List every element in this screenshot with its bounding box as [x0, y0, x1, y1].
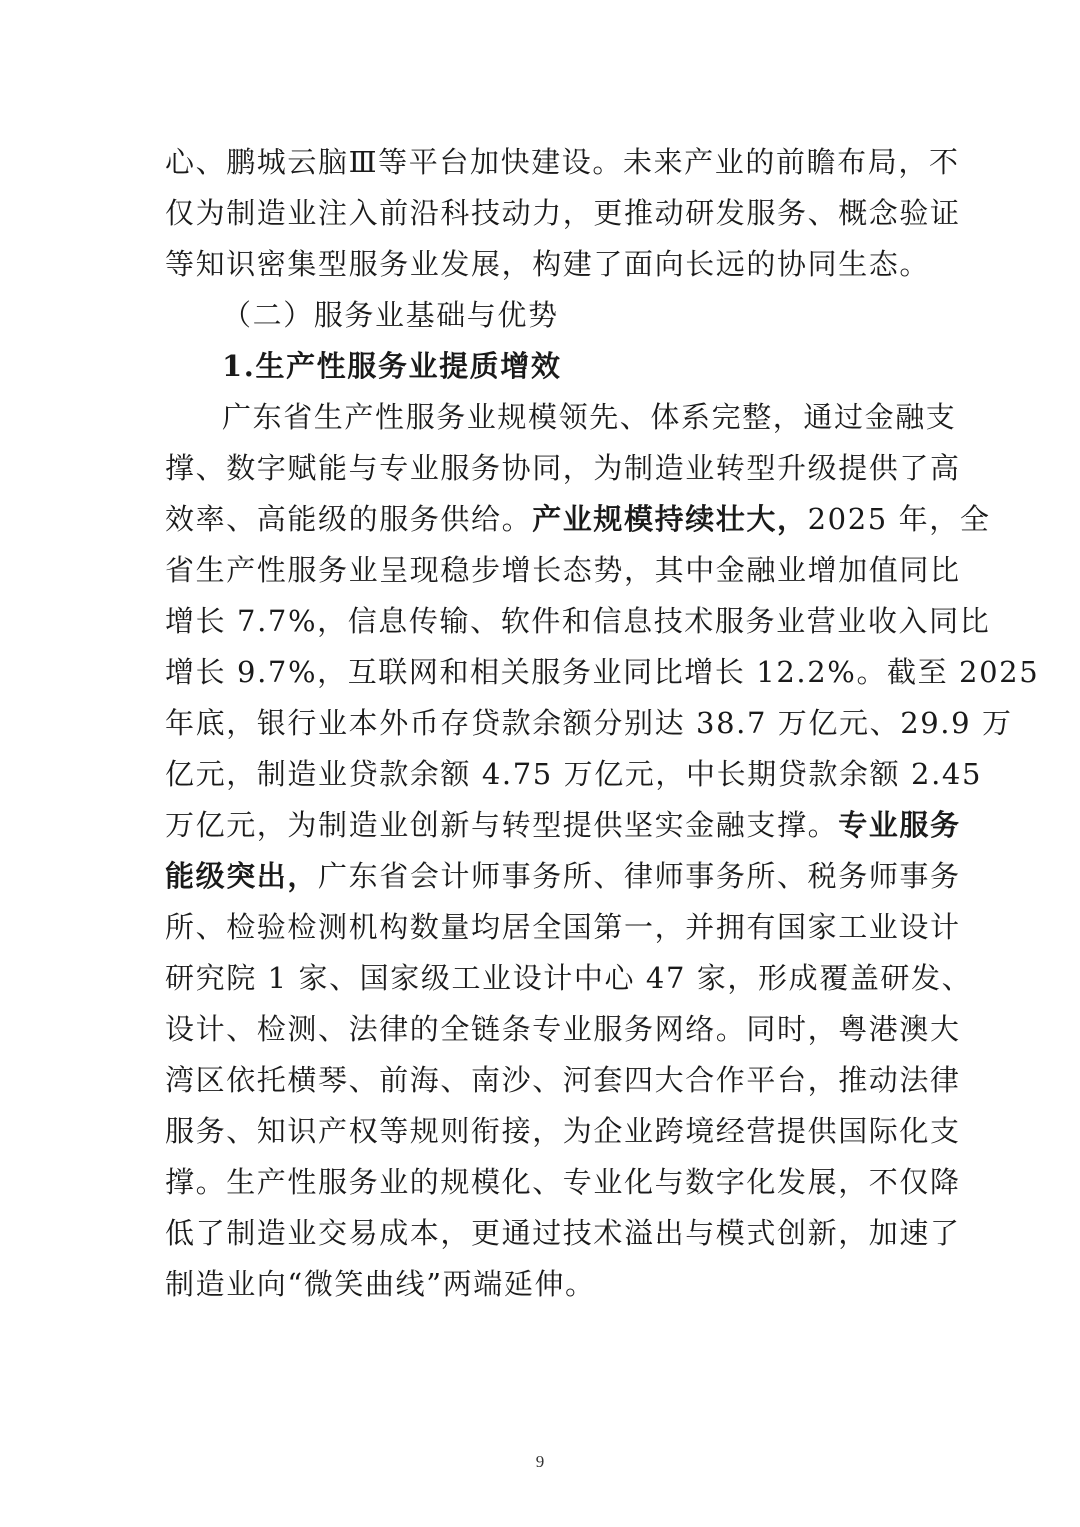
text-run: 低了制造业交易成本，更通过技术溢出与模式创新，加速了	[165, 1216, 961, 1250]
text-run: 2025 年，全	[807, 502, 991, 536]
paragraph-line	[165, 499, 991, 539]
text-run: 制造业向“微笑曲线”两端延伸。	[165, 1267, 596, 1301]
text-run: 等知识密集型服务业发展，构建了面向长远的协同生态。	[165, 247, 931, 281]
paragraph-line	[165, 550, 961, 590]
paragraph-line	[165, 703, 1013, 743]
text-run: 仅为制造业注入前沿科技动力，更推动研发服务、概念验证	[165, 196, 961, 230]
text-run: 广东省生产性服务业规模领先、体系完整，通过金融支	[222, 400, 957, 434]
paragraph-line	[165, 1264, 925, 1304]
text-run: 增长 9.7%，互联网和相关服务业同比增长 12.2%。截至 2025	[165, 655, 1040, 689]
page-number: 9	[535, 1452, 545, 1471]
paragraph-line	[165, 142, 960, 182]
paragraph-line	[165, 448, 961, 488]
text-run: 所、检验检测机构数量均居全国第一，并拥有国家工业设计	[165, 910, 961, 944]
text-run: 效率、高能级的服务供给。	[165, 502, 533, 536]
paragraph-line	[165, 856, 961, 896]
paragraph-line	[165, 958, 973, 998]
text-run: 撑、数字赋能与专业服务协同，为制造业转型升级提供了高	[165, 451, 961, 485]
bold-text-run: 1.生产性服务业提质增效	[222, 349, 562, 383]
paragraph-line	[165, 193, 961, 233]
section-heading	[222, 295, 982, 335]
bold-text-run: 产业规模持续壮大，	[532, 502, 808, 536]
paragraph-line	[165, 754, 982, 794]
paragraph-line	[165, 805, 961, 845]
text-run: 湾区依托横琴、前海、南沙、河套四大合作平台，推动法律	[165, 1063, 961, 1097]
paragraph-line	[165, 1111, 961, 1151]
paragraph-line	[165, 244, 931, 284]
paragraph-line	[165, 1009, 961, 1049]
bold-text-run: 专业服务	[838, 808, 961, 842]
paragraph-line	[222, 397, 982, 437]
paragraph-line	[165, 907, 961, 947]
text-run: 广东省会计师事务所、律师事务所、税务师事务	[318, 859, 961, 893]
text-run: 撑。生产性服务业的规模化、专业化与数字化发展，不仅降	[165, 1165, 961, 1199]
paragraph-line	[165, 601, 991, 641]
paragraph-line	[165, 652, 1040, 692]
text-run: 亿元，制造业贷款余额 4.75 万亿元，中长期贷款余额 2.45	[165, 757, 982, 791]
text-run: 研究院 1 家、国家级工业设计中心 47 家，形成覆盖研发、	[165, 961, 973, 995]
text-run: 万亿元，为制造业创新与转型提供坚实金融支撑。	[165, 808, 839, 842]
paragraph-line	[165, 1213, 961, 1253]
text-run: 省生产性服务业呈现稳步增长态势，其中金融业增加值同比	[165, 553, 961, 587]
paragraph-line	[165, 1060, 961, 1100]
subsection-heading	[222, 346, 982, 386]
text-run: 设计、检测、法律的全链条专业服务网络。同时，粤港澳大	[165, 1012, 961, 1046]
text-run: （二）服务业基础与优势	[222, 298, 559, 332]
bold-text-run: 能级突出，	[165, 859, 319, 893]
text-run: 增长 7.7%，信息传输、软件和信息技术服务业营业收入同比	[165, 604, 991, 638]
text-run: 心、鹏城云脑Ⅲ等平台加快建设。未来产业的前瞻布局，不	[165, 145, 960, 179]
text-run: 服务、知识产权等规则衔接，为企业跨境经营提供国际化支	[165, 1114, 961, 1148]
paragraph-line	[165, 1162, 961, 1202]
text-run: 年底，银行业本外币存贷款余额分别达 38.7 万亿元、29.9 万	[165, 706, 1013, 740]
